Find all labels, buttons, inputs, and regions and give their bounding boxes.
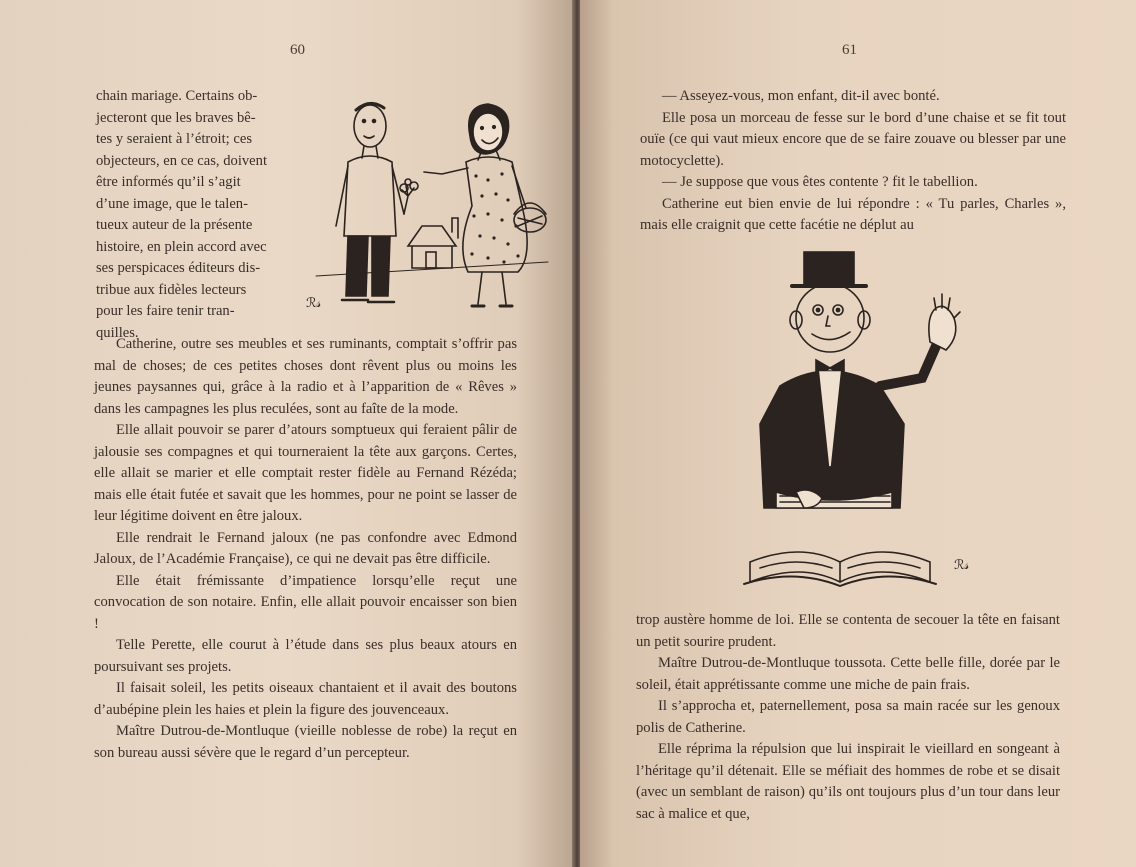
paragraph: Telle Perette, elle courut à l’étude dans ses plus beaux atours en poursuivant ses projets. bbox=[94, 637, 517, 675]
right-page bbox=[580, 0, 1136, 867]
paragraph: Elle était frémissante d’impatience lorsqu’elle reçut une convocation de son notaire. Enfin, elle allait pouvoir encaisser son bien ! bbox=[94, 572, 517, 632]
text-line: tueux auteur de la présente bbox=[96, 217, 253, 233]
page-number: 61 bbox=[842, 42, 857, 58]
illustration-signature: ℛ𝓈 bbox=[954, 558, 970, 573]
paragraph: Elle rendrait le Fernand jaloux (ne pas confondre avec Edmond Jaloux, de l’Académie Française), ce qui ne devait pas être difficile. bbox=[94, 529, 517, 567]
paragraph: Catherine eut bien envie de lui répondre : « Tu parles, Charles », mais elle craignit que cette facétie ne déplut au bbox=[640, 195, 1066, 233]
text-line: histoire, en plein accord avec bbox=[96, 238, 267, 255]
paragraph: — Je suppose que vous êtes contente ? fit le tabellion. bbox=[662, 174, 978, 190]
paragraph: Maître Dutrou-de-Montluque toussota. Cette belle fille, dorée par le soleil, était apprétissante comme une miche de pain frais. bbox=[636, 655, 1060, 693]
text-line: être informés qu’il s’agit bbox=[96, 174, 241, 190]
paragraph: — Asseyez-vous, mon enfant, dit-il avec bonté. bbox=[662, 88, 940, 104]
top-text-block bbox=[640, 86, 1066, 237]
text-line: d’une image, que le talen- bbox=[96, 195, 248, 212]
paragraph: Il faisait soleil, les petits oiseaux chantaient et il avait des boutons d’aubépine plein les haies et plein la figure des jouvenceaux. bbox=[94, 680, 517, 718]
text-line: tribue aux fidèles lecteurs bbox=[96, 281, 247, 298]
text-line: tes y seraient à l’étroit; ces bbox=[96, 131, 253, 147]
page-number: 60 bbox=[290, 42, 305, 58]
text-line: objecteurs, en ce cas, doivent bbox=[96, 152, 267, 169]
notary-illustration bbox=[740, 246, 980, 596]
main-text-block bbox=[94, 334, 517, 764]
text-line: jecteront que les braves bê- bbox=[96, 109, 256, 126]
wrapped-text-column bbox=[96, 86, 282, 344]
text-line: ses perspicaces éditeurs dis- bbox=[96, 260, 261, 276]
bottom-text-block bbox=[636, 610, 1060, 825]
paragraph: Catherine, outre ses meubles et ses ruminants, comptait s’offrir pas mal de choses; de ces petites choses dont rêvent plus ou moins les jeunes paysannes qui, grâce à la radio et à l’apparition de « Rêves » dans les campagnes les plus reculées, sont au faîte de la mode. bbox=[94, 336, 517, 417]
text-line: chain mariage. Certains ob- bbox=[96, 88, 258, 104]
paragraph: Elle réprima la répulsion que lui inspirait le vieillard en songeant à l’héritage qu’il détenait. Elle se méfiait des hommes de robe et se disait (avec un semblant de raison) qu’ils ont toujours plus d’un tour dans leur sac à malice et que, bbox=[636, 741, 1060, 822]
paragraph: Il s’approcha et, paternellement, posa sa main racée sur les genoux polis de Catherine. bbox=[636, 698, 1060, 736]
couple-illustration bbox=[306, 96, 552, 321]
text-line: quilles. bbox=[96, 324, 139, 341]
paragraph: Elle allait pouvoir se parer d’atours somptueux qui feraient pâlir de jalousie ses compagnes et qui tourneraient la tête aux garçons. Certes, elle allait se marier et elle comptait rester fidèle au Fernand Rézéda; mais elle était futée et savait que les hommes, pour ne point se lasser de leur légitime doivent en être jaloux. bbox=[94, 422, 517, 524]
paragraph: trop austère homme de loi. Elle se contenta de secouer la tête en faisant un petit sourire prudent. bbox=[636, 612, 1060, 650]
text-line: pour les faire tenir tran- bbox=[96, 303, 235, 319]
paragraph: Maître Dutrou-de-Montluque (vieille noblesse de robe) la reçut en son bureau aussi sévère que le regard d’un percepteur. bbox=[94, 723, 517, 761]
illustration-signature: ℛ𝓈 bbox=[306, 296, 322, 311]
paragraph: Elle posa un morceau de fesse sur le bord d’une chaise et se fit tout ouïe (ce qui vaut mieux encore que de se faire zouave ou blesser par une motocyclette). bbox=[640, 109, 1066, 169]
